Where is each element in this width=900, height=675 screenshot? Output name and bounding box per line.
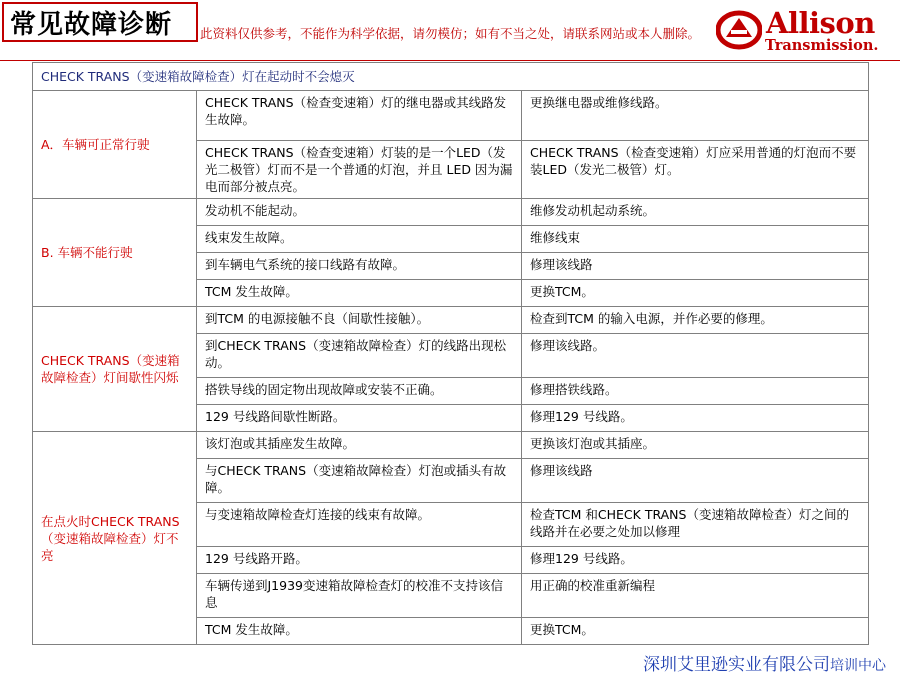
logo-sub: Transmission. (765, 37, 879, 54)
remedy-cell: 维修发动机起动系统。 (522, 199, 869, 226)
cause-cell: 129 号线路间歇性断路。 (197, 405, 522, 432)
table-header: CHECK TRANS（变速箱故障检查）灯在起动时不会熄灭 (33, 63, 869, 91)
cause-cell: 与变速箱故障检查灯连接的线束有故障。 (197, 503, 522, 547)
remedy-cell: 修理129 号线路。 (522, 547, 869, 574)
header-divider (0, 60, 900, 61)
cause-cell: 到CHECK TRANS（变速箱故障检查）灯的线路出现松动。 (197, 334, 522, 378)
allison-logo (716, 6, 900, 56)
cause-cell: 与CHECK TRANS（变速箱故障检查）灯泡或插头有故障。 (197, 459, 522, 503)
table-header-row (33, 63, 869, 91)
footer-dept: 培训中心 (830, 658, 886, 674)
cause-cell: 该灯泡或其插座发生故障。 (197, 432, 522, 459)
table-row (33, 199, 869, 226)
category-cell: B. 车辆不能行驶 (33, 199, 197, 307)
cause-cell: 129 号线路开路。 (197, 547, 522, 574)
cause-cell: CHECK TRANS（检查变速箱）灯装的是一个LED（发光二极管）灯而不是一个普通的灯泡，并且 LED 因为漏电而部分被点亮。 (197, 141, 522, 199)
page-title: 常见故障诊断 (2, 2, 198, 42)
category-cell: A．车辆可正常行驶 (33, 91, 197, 199)
cause-cell: 发动机不能起动。 (197, 199, 522, 226)
cause-cell: 线束发生故障。 (197, 226, 522, 253)
remedy-cell: 维修线束 (522, 226, 869, 253)
cause-cell: 搭铁导线的固定物出现故障或安装不正确。 (197, 378, 522, 405)
category-cell: 在点火时CHECK TRANS（变速箱故障检查）灯不亮 (33, 432, 197, 645)
remedy-cell: CHECK TRANS（检查变速箱）灯应采用普通的灯泡而不要装LED（发光二极管）灯。 (522, 141, 869, 199)
table-row (33, 91, 869, 141)
disclaimer-text: 此资料仅供参考，不能作为科学依据，请勿模仿；如有不当之处，请联系网站或本人删除。 (200, 26, 701, 41)
remedy-cell: 更换TCM。 (522, 618, 869, 645)
cause-cell: 车辆传递到J1939变速箱故障检查灯的校准不支持该信息 (197, 574, 522, 618)
table-row (33, 432, 869, 459)
footer-company-name: 深圳艾里逊实业有限公司 (643, 655, 830, 675)
remedy-cell: 更换继电器或维修线路。 (522, 91, 869, 141)
category-cell: CHECK TRANS（变速箱故障检查）灯间歇性闪烁 (33, 307, 197, 432)
cause-cell: 到TCM 的电源接触不良（间歇性接触）。 (197, 307, 522, 334)
remedy-cell: 修理搭铁线路。 (522, 378, 869, 405)
remedy-cell: 修理该线路 (522, 253, 869, 280)
allison-emblem-icon (716, 10, 762, 50)
cause-cell: 到车辆电气系统的接口线路有故障。 (197, 253, 522, 280)
remedy-cell: 更换该灯泡或其插座。 (522, 432, 869, 459)
remedy-cell: 用正确的校准重新编程 (522, 574, 869, 618)
cause-cell: CHECK TRANS（检查变速箱）灯的继电器或其线路发生故障。 (197, 91, 522, 141)
footer-company (643, 650, 886, 675)
remedy-cell: 更换TCM。 (522, 280, 869, 307)
table-row (33, 307, 869, 334)
remedy-cell: 检查TCM 和CHECK TRANS（变速箱故障检查）灯之间的线路并在必要之处加以修理 (522, 503, 869, 547)
remedy-cell: 检查到TCM 的输入电源，并作必要的修理。 (522, 307, 869, 334)
remedy-cell: 修理该线路。 (522, 334, 869, 378)
cause-cell: TCM 发生故障。 (197, 618, 522, 645)
diagnosis-table (32, 62, 869, 645)
cause-cell: TCM 发生故障。 (197, 280, 522, 307)
remedy-cell: 修理129 号线路。 (522, 405, 869, 432)
logo-brand: Allison (766, 6, 875, 40)
remedy-cell: 修理该线路 (522, 459, 869, 503)
